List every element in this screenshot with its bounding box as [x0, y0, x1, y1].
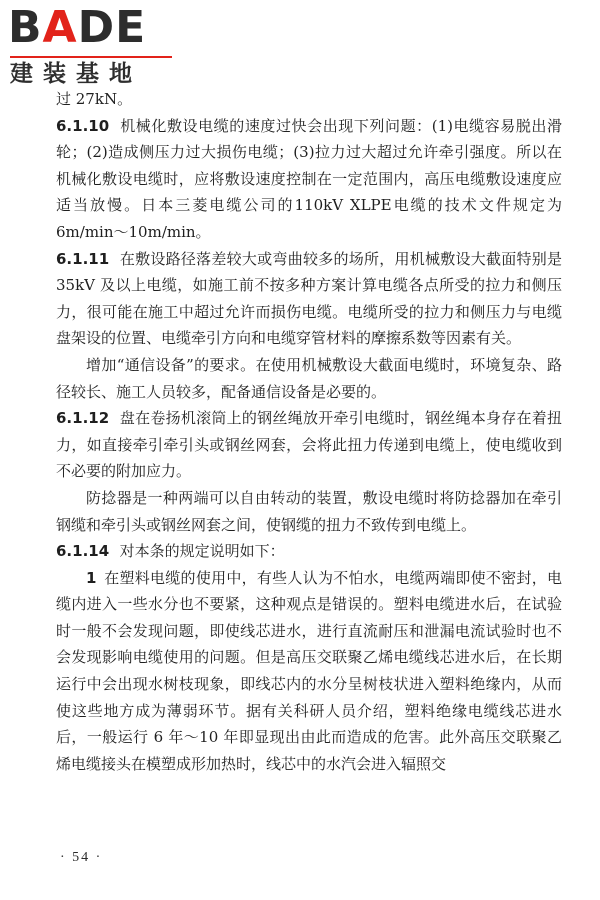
- logo-letters-de: DE: [77, 2, 147, 53]
- clause-6-1-12-paragraph-2: [56, 485, 562, 538]
- clause-6-1-11: [56, 246, 562, 352]
- paragraph-text: 过 27kN。: [56, 90, 133, 108]
- clause-text: 在敷设路径落差较大或弯曲较多的场所，用机械敷设大截面特别是 35kV 及以上电缆，如施工前不按多种方案计算电缆各点所受的拉力和侧压力，很可能在施工中超过允许而损伤电缆。电缆所受的拉力和侧压力与电缆盘架设的位置、电缆牵引方向和电缆穿管材料的摩擦系数等因素有关。: [56, 249, 562, 348]
- document-body: [56, 86, 562, 777]
- logo-subtitle: 建装基地: [10, 61, 142, 87]
- clause-text: 机械化敷设电缆的速度过快会出现下列问题：(1)电缆容易脱出滑轮；(2)造成侧压力过大损伤电缆；(3)拉力过大超过允许牵引强度。所以在机械化敷设电缆时，应将敷设速度控制在一定范围内，高压电缆敷设速度应适当放慢。日本三菱电缆公司的110kV XLPE电缆的技术文件规定为 6m/min～10m/min。: [56, 116, 562, 241]
- clause-6-1-14-item-1: [56, 565, 562, 778]
- item-number: 1: [86, 568, 97, 587]
- logo-wordmark: [8, 4, 146, 52]
- clause-6-1-10: [56, 113, 562, 246]
- logo-letter-a: A: [42, 2, 78, 53]
- clause-6-1-14: [56, 538, 562, 565]
- clause-number: 6.1.14: [56, 542, 110, 561]
- clause-6-1-11-paragraph-2: [56, 352, 562, 405]
- paragraph-text: 增加“通信设备”的要求。在使用机械敷设大截面电缆时，环境复杂、路径较长、施工人员较多，配备通信设备是必要的。: [56, 355, 562, 401]
- logo-divider: [10, 56, 172, 58]
- clause-6-1-12: [56, 405, 562, 485]
- clause-number: 6.1.11: [56, 249, 110, 268]
- clause-text: 盘在卷扬机滚筒上的钢丝绳放开牵引电缆时，钢丝绳本身存在着扭力，如直接牵引牵引头或钢丝网套，会将此扭力传递到电缆上，使电缆收到不必要的附加应力。: [56, 409, 562, 481]
- clause-text: 对本条的规定说明如下：: [119, 542, 285, 561]
- item-text: 在塑料电缆的使用中，有些人认为不怕水，电缆两端即使不密封，电缆内进入一些水分也不要紧，这种观点是错误的。塑料电缆进水后，在试验时一般不会发现问题，即使线芯进水，进行直流耐压和泄漏电流试验时也不会发现影响电缆使用的问题。但是高压交联聚乙烯电缆线芯进水后，在长期运行中会出现水树枝现象，即线芯内的水分呈树枝状进入塑料绝缘内，从而使这些地方成为薄弱环节。据有关科研人员介绍，塑料绝缘电缆线芯进水后，一般运行 6 年～10 年即显现出由此而造成的危害。此外高压交联聚乙烯电缆接头在模塑成形加热时，线芯中的水汽会进入辐照交: [56, 568, 562, 773]
- page-number: · 54 ·: [60, 850, 103, 865]
- clause-number: 6.1.10: [56, 116, 110, 135]
- paragraph-continuation: [56, 86, 562, 113]
- paragraph-text: 防捻器是一种两端可以自由转动的装置，敷设电缆时将防捻器加在牵引钢缆和牵引头或钢丝网套之间，使钢缆的扭力不致传到电缆上。: [56, 488, 562, 534]
- clause-number: 6.1.12: [56, 409, 110, 428]
- bade-logo: [6, 4, 181, 90]
- logo-letter-b: B: [8, 2, 43, 53]
